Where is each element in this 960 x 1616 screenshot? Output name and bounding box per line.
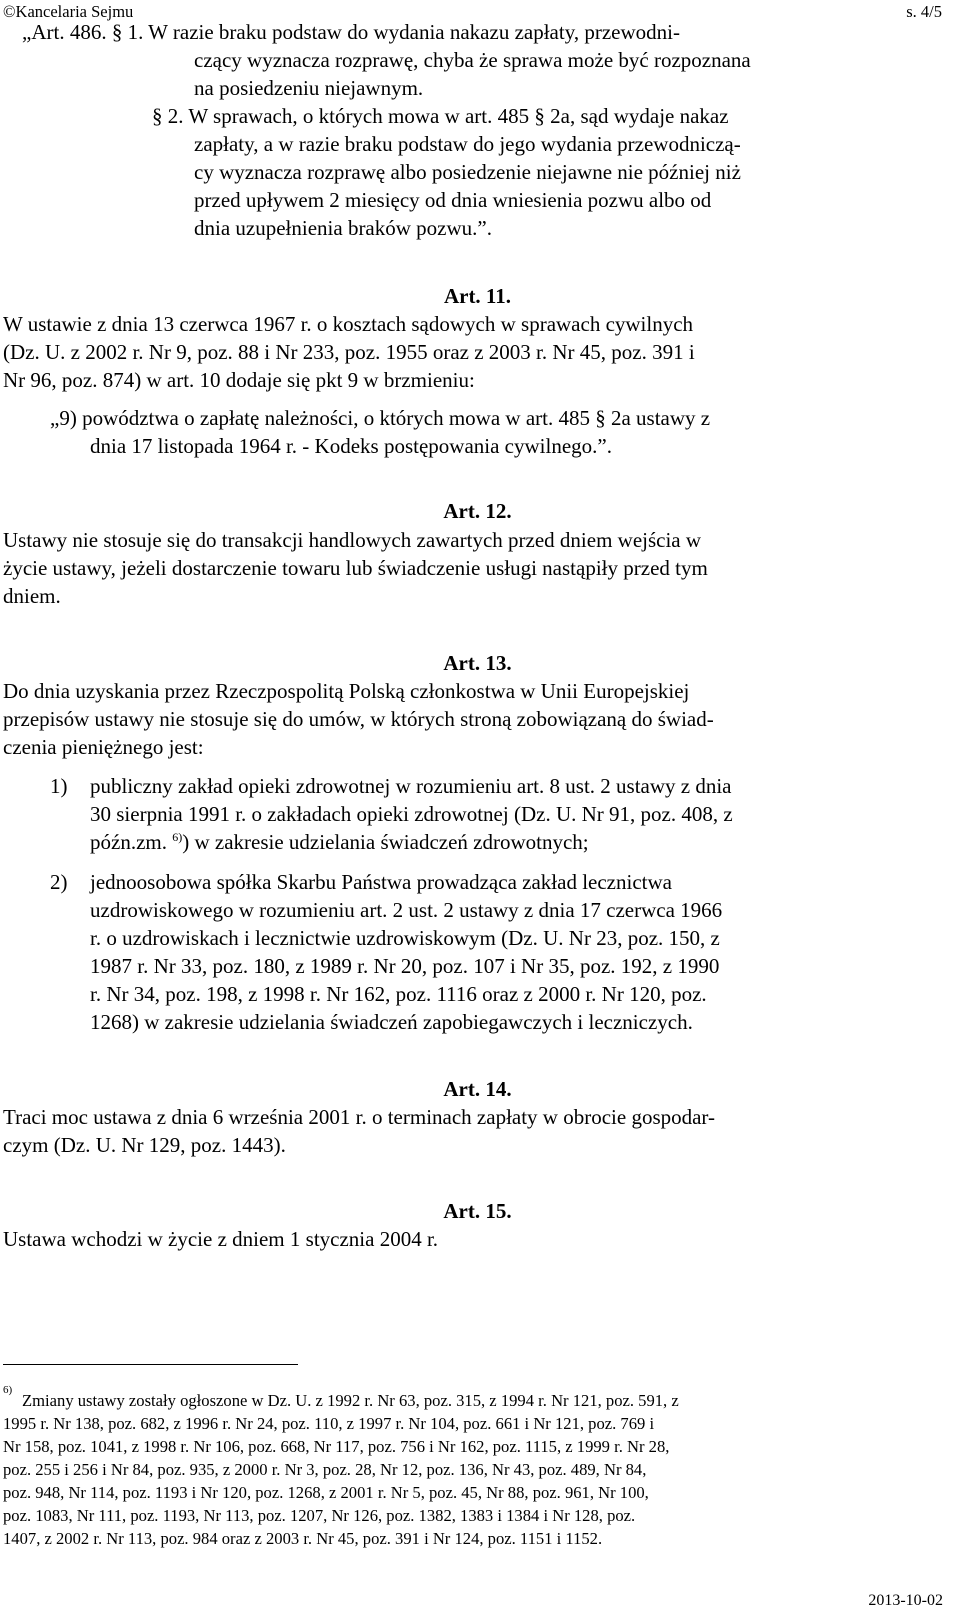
footnote-line-2: 1995 r. Nr 138, poz. 682, z 1996 r. Nr 24, poz. 110, z 1997 r. Nr 104, poz. 661 i Nr 121, poz. 769 i — [3, 1414, 655, 1433]
art486-line-7: przed upływem 2 miesięcy od dnia wniesienia pozwu albo od — [194, 188, 712, 212]
footnote-line-3: Nr 158, poz. 1041, z 1998 r. Nr 106, poz. 668, Nr 117, poz. 756 i Nr 162, poz. 1115, z 1999 r. Nr 28, — [3, 1437, 670, 1456]
art486-line-1: „Art. 486. § 1. W razie braku podstaw do wydania nakazu zapłaty, przewodni- — [22, 20, 680, 44]
art11-line-3: Nr 96, poz. 874) w art. 10 dodaje się pkt 9 w brzmieniu: — [3, 368, 475, 392]
art13-item1-number: 1) — [50, 774, 68, 798]
footnote-line-7: 1407, z 2002 r. Nr 113, poz. 984 oraz z 2003 r. Nr 45, poz. 391 i Nr 124, poz. 1151 i 1152. — [3, 1529, 603, 1548]
art13-item2-number: 2) — [50, 870, 68, 894]
art486-line-6: cy wyznacza rozprawę albo posiedzenie niejawne nie później niż — [194, 160, 741, 184]
art13-item2-line-6: 1268) w zakresie udzielania świadczeń zapobiegawczych i leczniczych. — [90, 1010, 693, 1034]
document-date: 2013-10-02 — [868, 1592, 943, 1609]
art13-item1-line-3 — [90, 827, 589, 857]
art11-quote-line-1: „9) powództwa o zapłatę należności, o których mowa w art. 485 § 2a ustawy z — [50, 406, 711, 430]
art13-item2-line-1: jednoosobowa spółka Skarbu Państwa prowadząca zakład lecznictwa — [90, 870, 672, 894]
art11-line-1: W ustawie z dnia 13 czerwca 1967 r. o kosztach sądowych w sprawach cywilnych — [3, 312, 694, 336]
footnote-line-4: poz. 255 i 256 i Nr 84, poz. 935, z 2000 r. Nr 3, poz. 28, Nr 12, poz. 136, Nr 43, poz. 489, Nr 84, — [3, 1460, 647, 1479]
page-number-link[interactable]: s. 4/5 — [906, 2, 942, 21]
footnote-reference[interactable]: 6) — [172, 830, 183, 844]
art13-item1-last-post: ) w zakresie udzielania świadczeń zdrowotnych; — [182, 830, 589, 854]
art486-line-2: czący wyznacza rozprawę, chyba że sprawa może być rozpoznana — [194, 48, 751, 72]
art13-line-2: przepisów ustawy nie stosuje się do umów, w których stroną zobowiązaną do świad- — [3, 707, 714, 731]
art15-heading: Art. 15. — [443, 1199, 512, 1223]
art13-line-1: Do dnia uzyskania przez Rzeczpospolitą Polską członkostwa w Unii Europejskiej — [3, 679, 690, 703]
footnote-marker: 6) — [3, 1384, 13, 1396]
art486-line-4: § 2. W sprawach, o których mowa w art. 485 § 2a, sąd wydaje nakaz — [152, 104, 729, 128]
footnote-line-6: poz. 1083, Nr 111, poz. 1193, Nr 113, poz. 1207, Nr 126, poz. 1382, 1383 i 1384 i Nr 128, poz. — [3, 1506, 636, 1525]
art11-line-2: (Dz. U. z 2002 r. Nr 9, poz. 88 i Nr 233, poz. 1955 oraz z 2003 r. Nr 45, poz. 391 i — [3, 340, 695, 364]
art13-item1-line-2: 30 sierpnia 1991 r. o zakładach opieki zdrowotnej (Dz. U. Nr 91, poz. 408, z — [90, 802, 733, 826]
art12-line-1: Ustawy nie stosuje się do transakcji handlowych zawartych przed dniem wejścia w — [3, 528, 702, 552]
art486-line-3: na posiedzeniu niejawnym. — [194, 76, 424, 100]
footnote-separator — [3, 1364, 298, 1365]
art14-line-2: czym (Dz. U. Nr 129, poz. 1443). — [3, 1133, 286, 1157]
art13-line-3: czenia pieniężnego jest: — [3, 735, 204, 759]
art13-heading: Art. 13. — [443, 651, 512, 675]
art12-heading: Art. 12. — [443, 499, 512, 523]
art486-line-5: zapłaty, a w razie braku podstaw do jego wydania przewodniczą- — [194, 132, 741, 156]
art11-heading: Art. 11. — [443, 284, 512, 308]
art486-line-8: dnia uzupełnienia braków pozwu.”. — [194, 216, 492, 240]
art15-line-1: Ustawa wchodzi w życie z dniem 1 stycznia 2004 r. — [3, 1227, 439, 1251]
art13-item1-line-1: publiczny zakład opieki zdrowotnej w rozumieniu art. 8 ust. 2 ustawy z dnia — [90, 774, 732, 798]
art14-heading: Art. 14. — [443, 1077, 512, 1101]
art13-item2-line-3: r. o uzdrowiskach i lecznictwie uzdrowiskowym (Dz. U. Nr 23, poz. 150, z — [90, 926, 720, 950]
art13-item2-line-2: uzdrowiskowego w rozumieniu art. 2 ust. 2 ustawy z dnia 17 czerwca 1966 — [90, 898, 723, 922]
page-number — [906, 2, 942, 22]
footnote-line-5: poz. 948, Nr 114, poz. 1193 i Nr 120, poz. 1268, z 2001 r. Nr 5, poz. 45, Nr 88, poz. 961, Nr 100, — [3, 1483, 649, 1502]
publisher-label: ©Kancelaria Sejmu — [3, 2, 134, 21]
art13-item1-last-pre: późn.zm. — [90, 830, 167, 854]
art12-line-3: dniem. — [3, 584, 61, 608]
art12-line-2: życie ustawy, jeżeli dostarczenie towaru lub świadczenie usługi nastąpiły przed tym — [3, 556, 708, 580]
art13-item2-line-5: r. Nr 34, poz. 198, z 1998 r. Nr 162, poz. 1116 oraz z 2000 r. Nr 120, poz. — [90, 982, 707, 1006]
art14-line-1: Traci moc ustawa z dnia 6 września 2001 r. o terminach zapłaty w obrocie gospodar- — [3, 1105, 716, 1129]
footnote-line-1: Zmiany ustawy zostały ogłoszone w Dz. U. z 1992 r. Nr 63, poz. 315, z 1994 r. Nr 121, poz. 591, z — [22, 1391, 679, 1410]
art13-item2-line-4: 1987 r. Nr 33, poz. 180, z 1989 r. Nr 20, poz. 107 i Nr 35, poz. 192, z 1990 — [90, 954, 720, 978]
art11-quote-line-2: dnia 17 listopada 1964 r. - Kodeks postępowania cywilnego.”. — [90, 434, 612, 458]
